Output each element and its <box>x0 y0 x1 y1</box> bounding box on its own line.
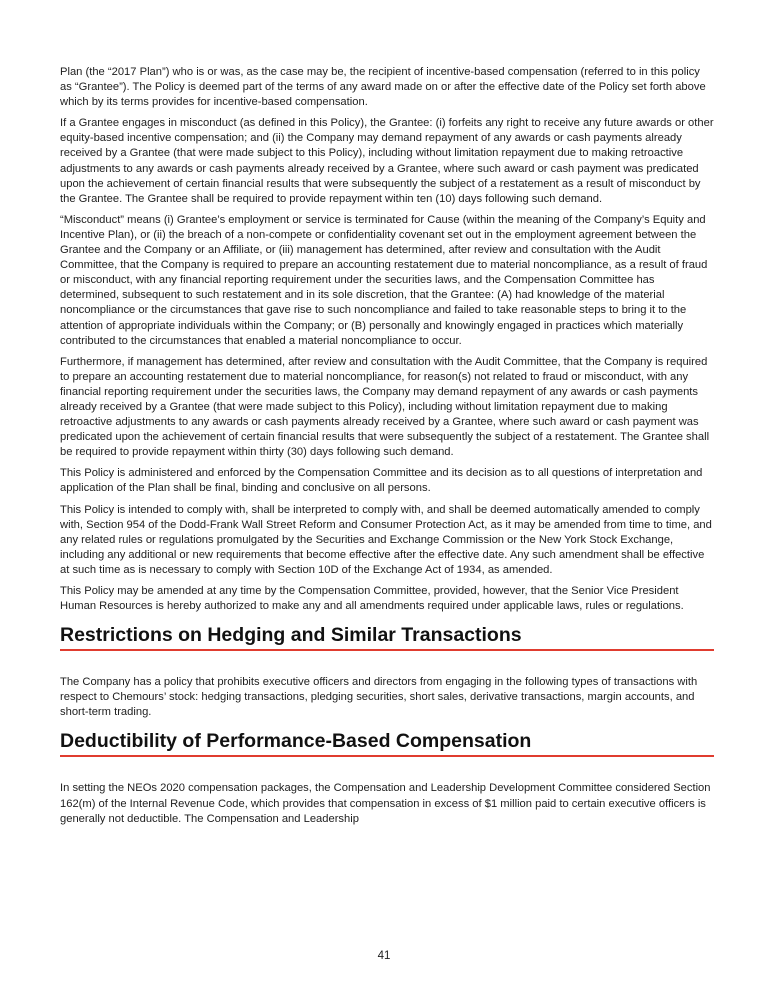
paragraph-restatement-repayment: Furthermore, if management has determined, after review and consultation with the Audit Committee, that the Company is required to prepare an accounting restatement due to material noncompliance, for reason(s) not related to fraud or misconduct, with any financial reporting requirement under the securities laws, the Company may demand repayment of any awards or cash payments already received by a Grantee (that were made subject to this Policy), including without limitation repayment due to making retroactive adjustments to any awards or cash payments already received by a Grantee, where such award or cash payment was predicated upon the achievement of certain financial results that were subsequently the subject of a restatement. The Grantee shall be required to provide repayment within thirty (30) days following such demand. <box>60 355 710 459</box>
section-spacer <box>60 651 714 675</box>
paragraph-deductibility: In setting the NEOs 2020 compensation packages, the Compensation and Leadership Development Committee considered Section 162(m) of the Internal Revenue Code, which provides that compensation in excess of $1 million paid to certain executive officers is generally not deductible. The Compensation and Leadership <box>60 782 711 825</box>
paragraph-amendment: This Policy may be amended at any time by the Compensation Committee, provided, however, that the Senior Vice President Human Resources is hereby authorized to make any and all amendments required under applicable laws, rules or regulations. <box>60 585 684 613</box>
paragraph-administration: This Policy is administered and enforced by the Compensation Committee and its decision as to all questions of interpretation and application of the Plan shall be final, binding and conclusive on all persons. <box>60 467 703 495</box>
section-heading-deductibility: Deductibility of Performance-Based Compensation <box>60 729 714 757</box>
paragraph-dodd-frank-compliance: This Policy is intended to comply with, shall be interpreted to comply with, and shall be deemed automatically amended to comply with, Section 954 of the Dodd-Frank Wall Street Reform and Consumer Protection Act, as it may be amended from time to time, and any related rules or regulations promulgated by the Securities and Exchange Commission or the New York Stock Exchange, including any additional or new requirements that become effective after the effective date. Any such amendment shall be effective at such time as is necessary to comply with Section 10D of the Exchange Act of 1934, as amended. <box>60 503 712 576</box>
paragraph-grantee-misconduct: If a Grantee engages in misconduct (as defined in this Policy), the Grantee: (i) forfeits any right to receive any future awards or other equity-based incentive compensation; and (ii) the Company may demand repayment of any awards or cash payments already received by a Grantee (that were made subject to this Policy), including without limitation repayment due to making retroactive adjustments to any awards or cash payments already received by a Grantee, where such award or cash payment was predicated upon the achievement of certain financial results that were subsequently the subject of a restatement as a result of misconduct by the Grantee. The Grantee shall be required to provide repayment within ten (10) days following such demand. <box>60 117 714 205</box>
section-heading-hedging: Restrictions on Hedging and Similar Transactions <box>60 623 714 651</box>
paragraph-misconduct-definition: “Misconduct” means (i) Grantee’s employment or service is terminated for Cause (within the meaning of the Company’s Equity and Incentive Plan), or (ii) the breach of a non-compete or confidentiality covenant set out in the employment agreement between the Grantee and the Company or an Affiliate, or (iii) management has determined, after review and consultation with the Audit Committee, that the Company is required to prepare an accounting restatement due to material noncompliance, as a result of fraud or misconduct, with any financial reporting requirement under the securities laws, and the Compensation Committee has determined, subsequent to such restatement and in its sole discretion, that the Grantee: (A) had knowledge of the material noncompliance or the circumstances that gave rise to such noncompliance and failed to take reasonable steps to bring it to the attention of appropriate individuals within the Company; or (B) personally and knowingly engaged in practices which materially contributed to the circumstances that enabled a material noncompliance to occur. <box>60 213 708 347</box>
section-spacer <box>60 757 714 781</box>
document-page <box>60 65 714 833</box>
paragraph-plan-definition: Plan (the “2017 Plan”) who is or was, as the case may be, the recipient of incentive-based compensation (referred to in this policy as “Grantee”). The Policy is deemed part of the terms of any award made on or after the effective date of the Policy set forth above which by its terms provides for incentive-based compensation. <box>60 66 706 109</box>
page-number: 41 <box>377 950 391 962</box>
paragraph-hedging-policy: The Company has a policy that prohibits executive officers and directors from engaging in the following types of transactions with respect to Chemours’ stock: hedging transactions, pledging securities, short sales, derivative transactions, margin accounts, and short-term trading. <box>60 676 698 719</box>
